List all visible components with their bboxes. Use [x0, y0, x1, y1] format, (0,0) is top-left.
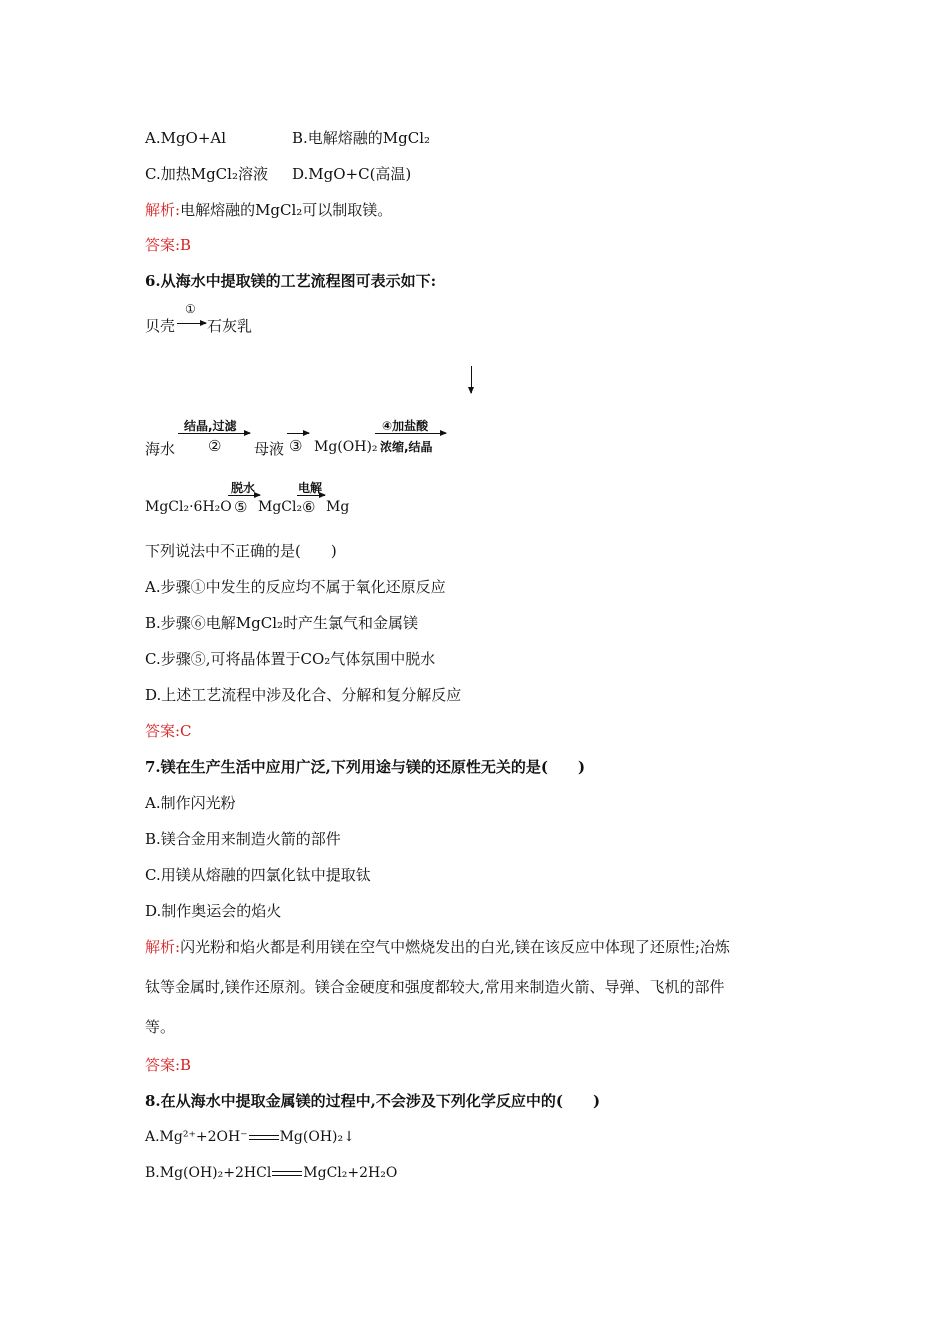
- flow-arrow-1: [177, 323, 206, 324]
- flow-step3: ③: [289, 437, 303, 455]
- q7-answer: 答案:B: [145, 1056, 192, 1074]
- q7-option-c: C.用镁从熔融的四氯化钛中提取钛: [145, 866, 371, 884]
- q6-question: 下列说法中不正确的是( ): [145, 542, 337, 560]
- flow-step5-label: 脱水: [231, 481, 256, 495]
- flow-arrow-2: [178, 433, 250, 434]
- q5-analysis: [145, 200, 392, 220]
- q5-option-row-1: [145, 128, 226, 148]
- flow-step4-sublabel: 浓缩,结晶: [380, 440, 433, 454]
- q8-option-a: [145, 1127, 355, 1147]
- flow-arrow-6: [297, 495, 325, 496]
- q7-analysis-line-1: [145, 937, 730, 957]
- q7-analysis-line-2: 钛等金属时,镁作还原剂。镁合金硬度和强度都较大,常用来制造火箭、导弹、飞机的部件: [145, 978, 725, 996]
- equals-sign: [272, 1171, 302, 1176]
- q7-stem: 7.镁在生产生活中应用广泛,下列用途与镁的还原性无关的是( ): [145, 758, 586, 776]
- flow-step1: ①: [185, 302, 196, 316]
- flow-shell: 贝壳: [145, 317, 176, 335]
- flow-arrow-3: [287, 433, 309, 434]
- flow-mgcl2: MgCl₂: [258, 499, 303, 515]
- q7-option-d: D.制作奥运会的焰火: [145, 902, 282, 920]
- analysis-text: 闪光粉和焰火都是利用镁在空气中燃烧发出的白光,镁在该反应中体现了还原性;冶炼: [180, 938, 730, 956]
- q5-answer: 答案:B: [145, 236, 192, 254]
- flow-step2: ②: [208, 437, 222, 455]
- equation-products: MgCl₂+2H₂O: [303, 1165, 398, 1181]
- q7-analysis-line-3: 等。: [145, 1018, 176, 1036]
- q6-option-a: A.步骤①中发生的反应均不属于氧化还原反应: [145, 578, 446, 596]
- flow-lime: 石灰乳: [207, 317, 253, 335]
- flow-arrow-5: [228, 495, 260, 496]
- flow-mgoh2: Mg(OH)₂: [314, 439, 378, 455]
- flow-mg: Mg: [326, 499, 350, 515]
- analysis-text: 电解熔融的MgCl₂可以制取镁。: [180, 201, 393, 219]
- q7-option-a: A.制作闪光粉: [145, 794, 236, 812]
- q5-option-b: B.电解熔融的MgCl₂: [292, 129, 431, 147]
- flow-mgcl2-hydrate: MgCl₂·6H₂O: [145, 499, 232, 515]
- q8-option-b: [145, 1163, 397, 1183]
- q6-option-c: C.步骤⑤,可将晶体置于CO₂气体氛围中脱水: [145, 650, 436, 668]
- flow-seawater: 海水: [145, 440, 176, 458]
- flow-step4-label: ④加盐酸: [382, 419, 429, 433]
- q8-stem: 8.在从海水中提取金属镁的过程中,不会涉及下列化学反应中的( ): [145, 1092, 601, 1110]
- q5-option-c: C.加热MgCl₂溶液: [145, 165, 268, 183]
- flow-step2-label: 结晶,过滤: [184, 419, 237, 433]
- equation-reactants: B.Mg(OH)₂+2HCl: [145, 1165, 272, 1181]
- analysis-label: 解析:: [145, 201, 181, 219]
- q5-option-a: A.MgO+Al: [145, 129, 227, 147]
- flow-step5: ⑤: [234, 498, 248, 516]
- q6-option-b: B.步骤⑥电解MgCl₂时产生氯气和金属镁: [145, 614, 419, 632]
- equation-reactants: A.Mg²⁺+2OH⁻: [145, 1129, 248, 1145]
- equation-products: Mg(OH)₂↓: [279, 1129, 355, 1145]
- flow-mother-liquor: 母液: [254, 440, 285, 458]
- equals-sign: [249, 1135, 279, 1140]
- q7-option-b: B.镁合金用来制造火箭的部件: [145, 830, 341, 848]
- q6-option-d: D.上述工艺流程中涉及化合、分解和复分解反应: [145, 686, 462, 704]
- flow-arrow-4: [375, 433, 446, 434]
- q5-option-d: D.MgO+C(高温): [292, 165, 412, 183]
- analysis-label: 解析:: [145, 938, 181, 956]
- q6-stem: 6.从海水中提取镁的工艺流程图可表示如下:: [145, 272, 437, 290]
- q6-answer: 答案:C: [145, 722, 192, 740]
- flow-arrow-down: [471, 366, 472, 393]
- flow-step6: ⑥: [302, 498, 316, 516]
- flow-step6-label: 电解: [298, 481, 323, 495]
